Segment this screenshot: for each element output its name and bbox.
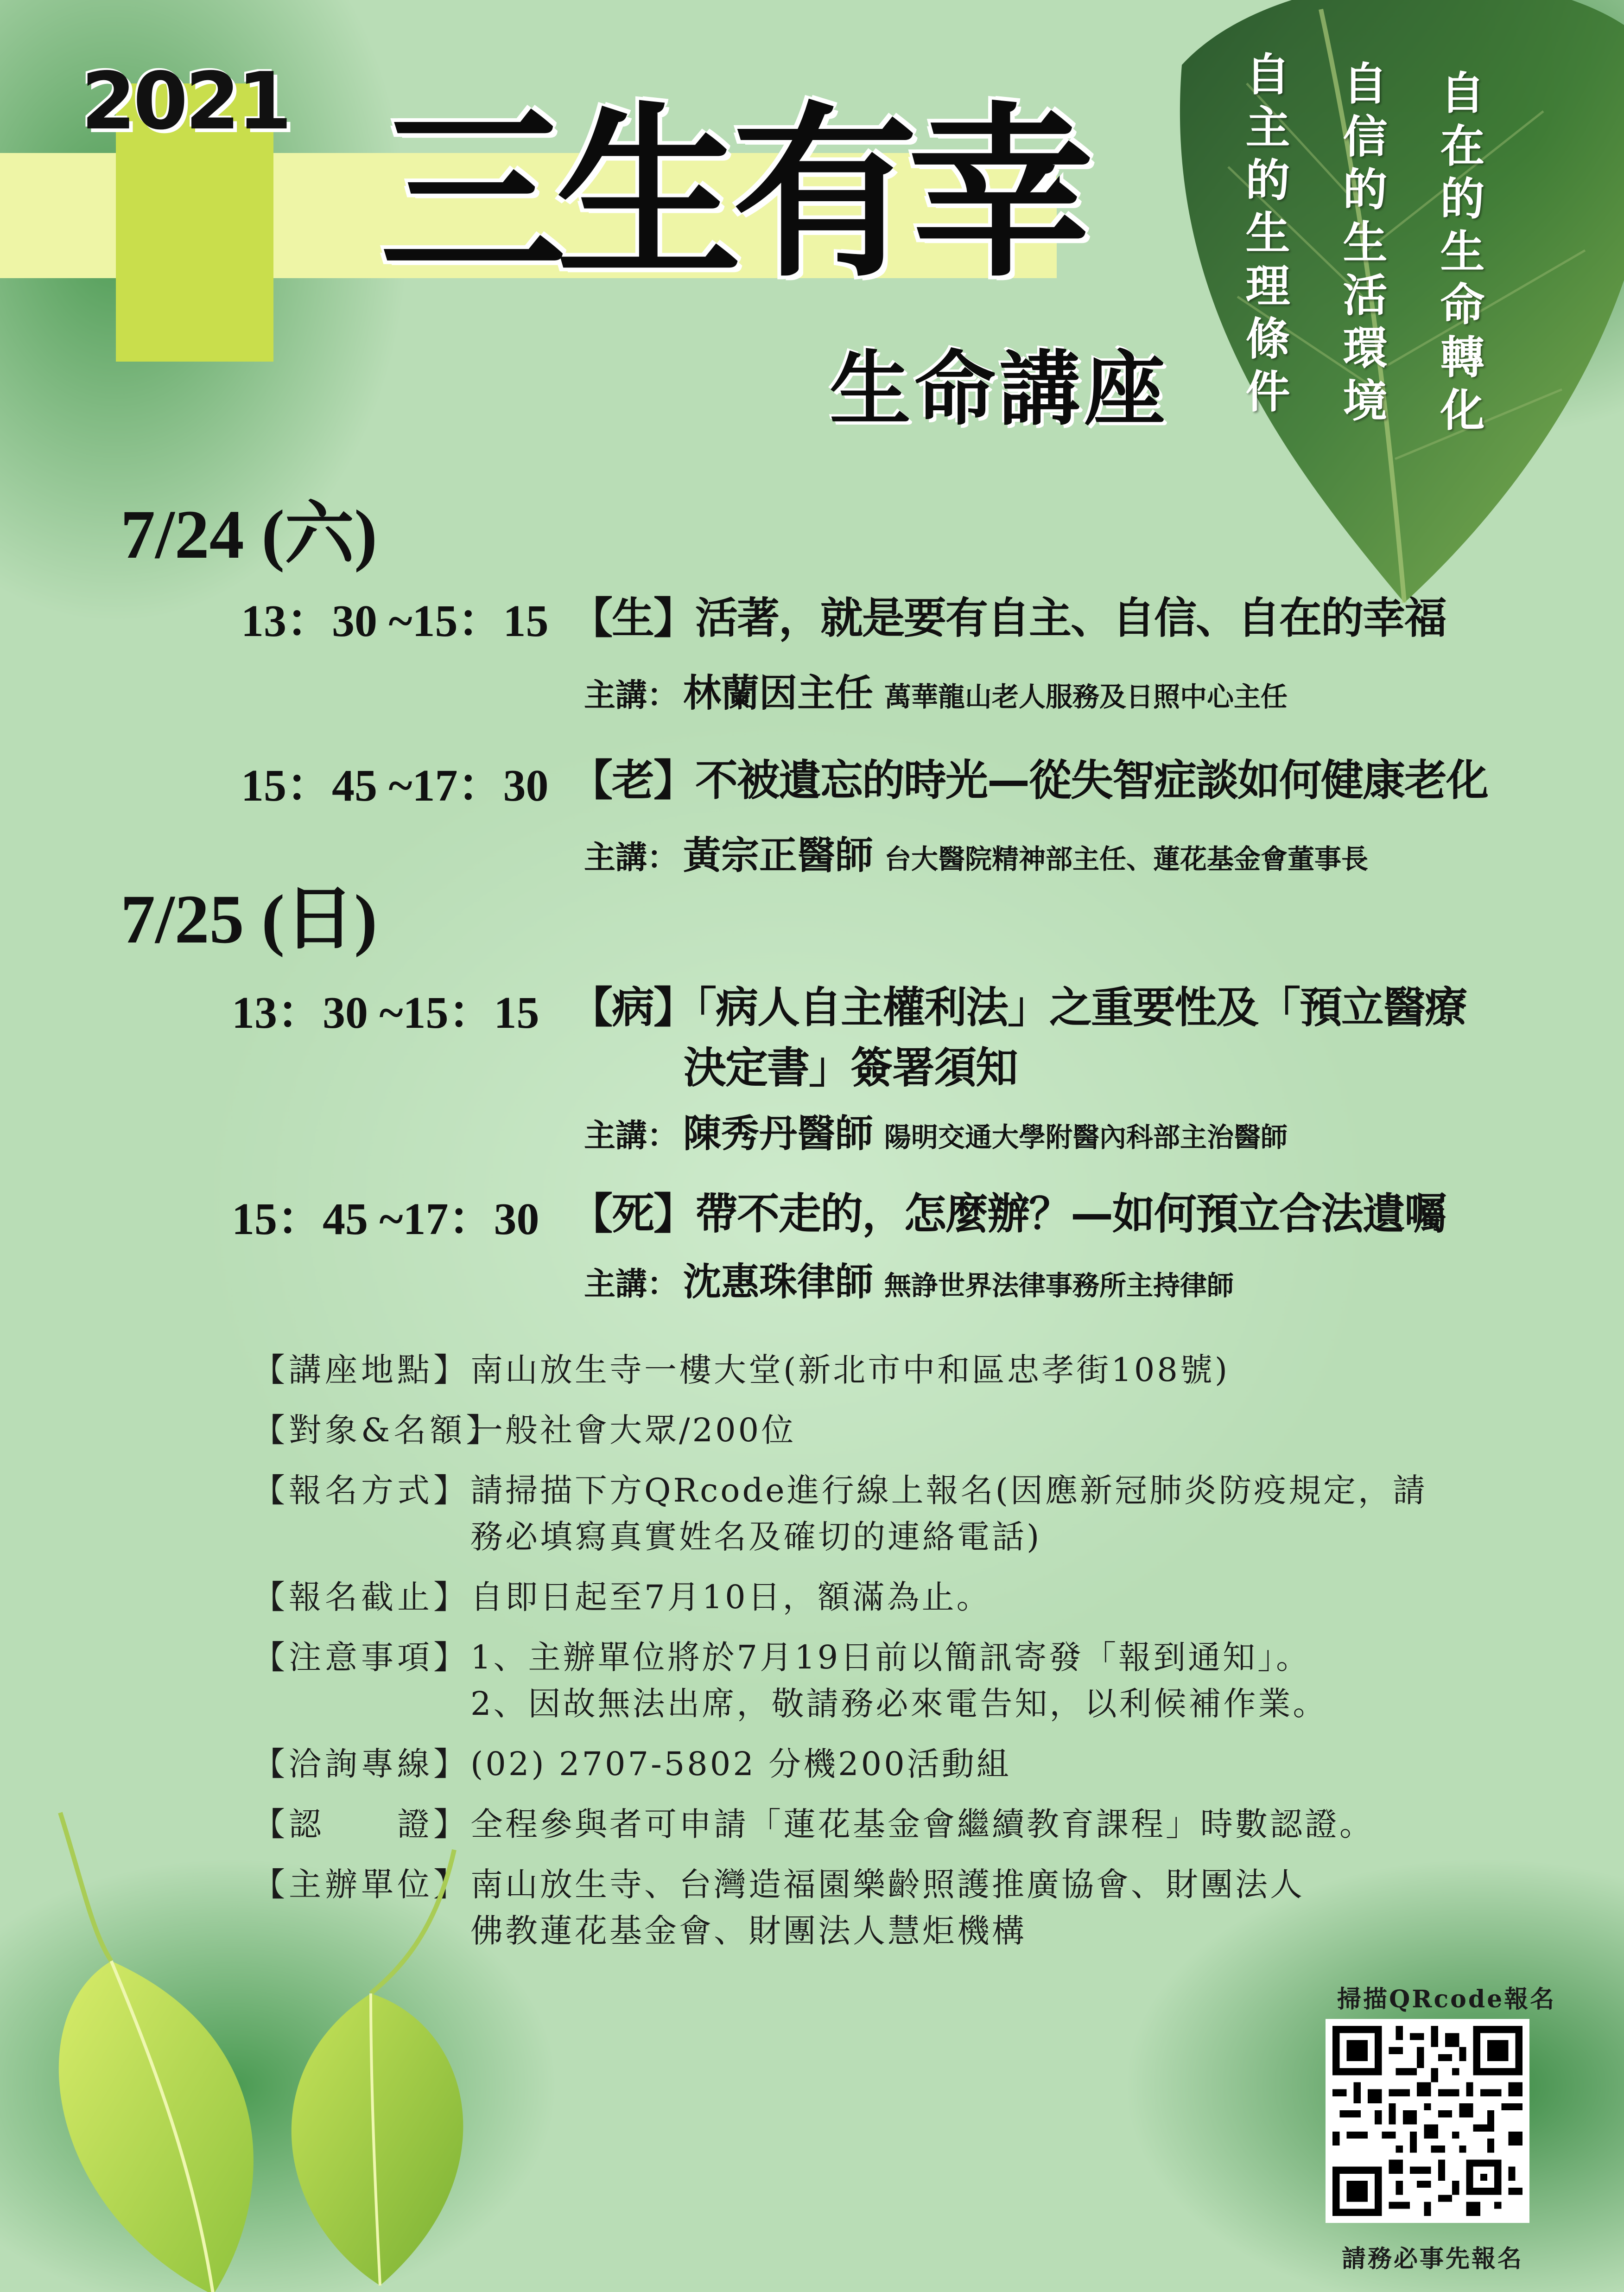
speaker-title: 無諍世界法律事務所主持律師 (884, 1270, 1234, 1301)
speaker-title: 陽明交通大學附醫內科部主治醫師 (884, 1121, 1288, 1153)
info-row-venue (253, 1347, 1481, 1393)
slogan-2: 自信的生活環境 (1336, 60, 1388, 430)
date-day1: 7/24 (六) (121, 496, 378, 573)
info-line: 南山放生寺、台灣造福園樂齡照護推廣協會、財團法人 (470, 1865, 1305, 1904)
session-speaker (584, 663, 1288, 717)
speaker-name: 黃宗正醫師 (683, 833, 874, 878)
info-line: 請掃描下方QRcode進行線上報名(因應新冠肺炎防疫規定，請 (470, 1471, 1427, 1509)
bottom-leaf-image (19, 1794, 519, 2292)
info-value (470, 1741, 1481, 1787)
info-label: 【對象&名額】 (253, 1411, 502, 1449)
info-row-notes (253, 1634, 1481, 1727)
info-label: 【認 證】 (253, 1805, 469, 1843)
info-line: 全程參與者可申請「蓮花基金會繼續教育課程」時數認證。 (470, 1805, 1374, 1843)
speaker-label: 主講： (584, 1117, 679, 1154)
speaker-label: 主講： (584, 839, 679, 876)
session-time: 13：30 ~15：15 (241, 596, 549, 646)
sub-title: 生命講座 (830, 343, 1169, 437)
session-topic: 【死】帶不走的，怎麼辦？—如何預立合法遺囑 (570, 1189, 1446, 1239)
info-row-deadline (253, 1574, 1481, 1620)
session-time: 13：30 ~15：15 (232, 988, 539, 1038)
info-value (470, 1467, 1481, 1560)
info-label: 【洽詢專線】 (253, 1745, 469, 1783)
session-speaker (584, 1103, 1288, 1158)
info-label: 【報名截止】 (253, 1578, 469, 1616)
info-row-registration (253, 1467, 1481, 1560)
info-line: (02) 2707-5802 分機200活動組 (470, 1745, 1011, 1783)
qr-code[interactable] (1326, 2019, 1529, 2223)
speaker-name: 沈惠珠律師 (683, 1260, 874, 1304)
speaker-title: 台大醫院精神部主任、蓮花基金會董事長 (884, 843, 1369, 875)
info-value (470, 1801, 1481, 1847)
session-time: 15：45 ~17：30 (241, 761, 549, 811)
session-speaker (584, 1252, 1234, 1306)
info-line: 1、主辦單位將於7月19日前以簡訊寄發「報到通知」。 (470, 1638, 1311, 1676)
session-topic: 【老】不被遺忘的時光—從失智症談如何健康老化 (570, 756, 1488, 805)
info-label: 【講座地點】 (253, 1351, 469, 1389)
info-row-audience (253, 1407, 1481, 1453)
slogan-1: 自在的生命轉化 (1433, 70, 1485, 439)
date-day2: 7/25 (日) (121, 881, 378, 958)
qr-caption-bottom: 請務必事先報名 (1342, 2245, 1524, 2273)
speaker-label: 主講： (584, 1266, 679, 1303)
session-topic: 【生】活著，就是要有自主、自信、自在的幸福 (570, 593, 1446, 643)
info-line: 一般社會大眾/200位 (470, 1411, 796, 1449)
speaker-name: 陳秀丹醫師 (683, 1111, 874, 1156)
info-value (470, 1407, 1481, 1453)
info-line: 務必填寫真實姓名及確切的連絡電話) (470, 1518, 1042, 1556)
info-line: 2、因故無法出席，敬請務必來電告知，以利候補作業。 (470, 1685, 1328, 1723)
slogan-3: 自主的生理條件 (1238, 51, 1291, 421)
info-value (470, 1634, 1481, 1727)
session-topic-line2: 決定書」簽署須知 (684, 1043, 1018, 1093)
year: 2021 (81, 56, 290, 147)
info-line: 佛教蓮花基金會、財團法人慧炬機構 (470, 1912, 1027, 1950)
info-label: 【注意事項】 (253, 1638, 469, 1676)
session-time: 15：45 ~17：30 (232, 1194, 539, 1244)
info-line: 南山放生寺一樓大堂(新北市中和區忠孝街108號) (470, 1351, 1230, 1389)
qr-caption-top: 掃描QRcode報名 (1337, 1985, 1556, 2013)
info-row-contact (253, 1741, 1481, 1787)
session-topic: 【病】「病人自主權利法」之重要性及「預立醫療 (570, 983, 1467, 1032)
session-speaker (584, 825, 1368, 879)
info-value (470, 1861, 1481, 1954)
info-label: 【報名方式】 (253, 1471, 469, 1509)
info-line: 自即日起至7月10日，額滿為止。 (470, 1578, 991, 1616)
info-value (470, 1347, 1481, 1393)
speaker-name: 林蘭因主任 (683, 671, 874, 715)
main-title: 三生有幸 (380, 87, 1085, 302)
speaker-title: 萬華龍山老人服務及日照中心主任 (884, 681, 1288, 713)
info-value (470, 1574, 1481, 1620)
info-label: 【主辦單位】 (253, 1865, 469, 1904)
speaker-label: 主講： (584, 677, 679, 714)
